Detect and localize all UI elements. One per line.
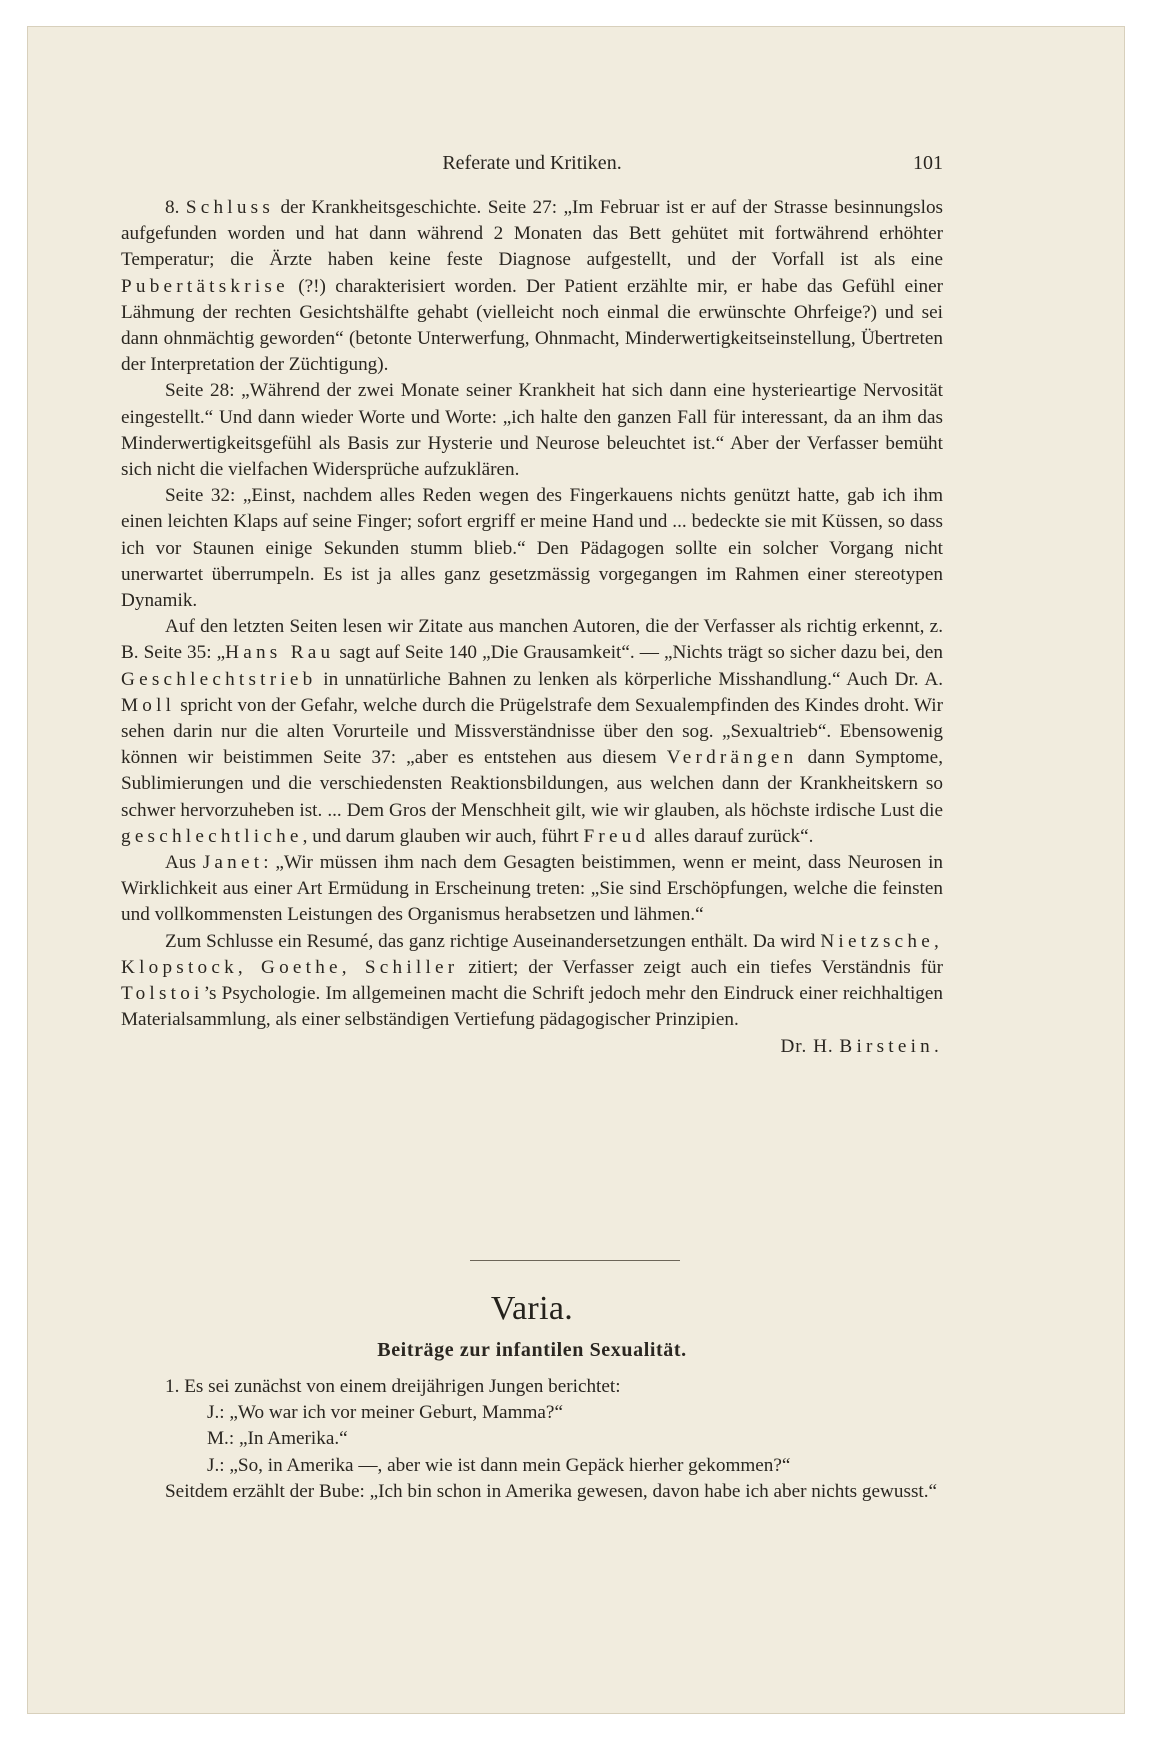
dialog-line: J.: „Wo war ich vor meiner Geburt, Mamma?“: [207, 1402, 563, 1424]
paragraph-janet: Aus Janet: „Wir müssen ihm nach dem Gesagten beistimmen, wenn er meint, dass Neurosen in Wirklichkeit aus einer Art Ermüdung in Erscheinung treten: „Sie sind Erschöpfungen, welche die feinsten und vollkommensten Leistungen des Organismus herabsetzen und lähmen.“: [121, 852, 944, 926]
page-header: [121, 152, 943, 182]
paragraph-seite-28: Seite 28: „Während der zwei Monate seiner Krankheit hat sich dann eine hysterieartige Nervosität eingestellt.“ Und dann wieder Worte und Worte: „ich halte den ganzen Fall für interessant, da an ihm das Minderwertigkeitsgefühl als Basis zur Hysterie und Neurose beleuchtet ist.“ Aber der Verfasser bemüht sich nicht die vielfachen Widersprüche aufzuklären.: [121, 380, 943, 481]
review-body: [121, 195, 943, 1060]
varia-item-1: 1. Es sei zunächst von einem dreijährigen Jungen berichtet:: [165, 1376, 621, 1397]
dialog-line: J.: „So, in Amerika —, aber wie ist dann mein Gepäck hierher gekommen?“: [207, 1454, 791, 1476]
signature: Dr. H. Birstein.: [780, 1035, 943, 1057]
paragraph-resume: Zum Schlusse ein Resumé, das ganz richtige Auseinandersetzungen enthält. Da wird Nietzsche, Klopstock, Goethe, Schiller zitiert; der Verfasser zeigt auch ein tiefes Verständnis für Tolstoi’s Psychologie. Im allgemeinen macht die Schrift jedoch mehr den Eindruck einer reichhaltigen Materialsammlung, als einer selbständigen Vertiefung pädagogischer Prinzipien. Dr. H. Birstein.: [121, 929, 943, 1034]
section-divider: [470, 1260, 680, 1261]
varia-body: [121, 1374, 943, 1505]
running-title: Referate und Kritiken.: [442, 152, 622, 174]
section-title-varia: Varia.: [490, 1290, 574, 1327]
page-number: 101: [913, 152, 943, 174]
dialog-line: M.: „In Amerika.“: [207, 1428, 348, 1450]
paragraph-seite-32: Seite 32: „Einst, nachdem alles Reden wegen des Fingerkauens nichts genützt hatte, gab ich ihm einen leichten Klaps auf seine Finger; sofort ergriff er meine Hand und ... bedeckte sie mit Küssen, so dass ich vor Staunen einige Sekunden stumm blieb.“ Den Pädagogen sollte ein solcher Vorgang nicht unerwartet überrumpeln. Es ist ja alles ganz gesetzmässig vorgegangen im Rahmen einer stereotypen Dynamik.: [121, 485, 943, 612]
paragraph-schluss: 8. Schluss der Krankheitsgeschichte. Seite 27: „Im Februar ist er auf der Strasse besinnungslos aufgefunden worden und hat dann während 2 Monaten das Bett gehütet mit fortwährend erhöhter Temperatur; die Ärzte haben keine feste Diagnose aufgestellt, und der Vorfall ist als eine Pubertätskrise (?!) charakterisiert worden. Der Patient erzählte mir, er habe das Gefühl einer Lähmung der rechten Gesichtshälfte gehabt (vielleicht noch einmal die erwünschte Ohrfeige?) und sei dann ohnmächtig geworden“ (betonte Unterwerfung, Ohnmacht, Minderwertigkeitseinstellung, Übertreten der Interpretation der Züchtigung).: [121, 197, 944, 376]
varia-conclusion: Seitdem erzählt der Bube: „Ich bin schon in Amerika gewesen, davon habe ich aber nichts gewusst.“: [165, 1480, 938, 1502]
paragraph-zitate: Auf den letzten Seiten lesen wir Zitate aus manchen Autoren, die der Verfasser als richtig erkennt, z. B. Seite 35: „Hans Rau sagt auf Seite 140 „Die Grausamkeit“. — „Nichts trägt so sicher dazu bei, den Geschlechtstrieb in unnatürliche Bahnen zu lenken als körperliche Misshandlung.“ Auch Dr. A. Moll spricht von der Gefahr, welche durch die Prügelstrafe dem Sexualempfinden des Kindes droht. Wir sehen darin nur die alten Vorurteile und Missverständnisse über den sog. „Sexualtrieb“. Ebensowenig können wir beistimmen Seite 37: „aber es entstehen aus diesem Verdrängen dann Symptome, Sublimierungen und die verschiedensten Reaktionsbildungen, aus welchen dann der Krankheitskern so schwer hervorzuheben ist. ... Dem Gros der Menschheit gilt, wie wir glauben, als höchste irdische Lust die geschlechtliche, und darum glauben wir auch, führt Freud alles darauf zurück“.: [121, 616, 944, 847]
section-subtitle: Beiträge zur infantilen Sexualität.: [377, 1339, 687, 1361]
